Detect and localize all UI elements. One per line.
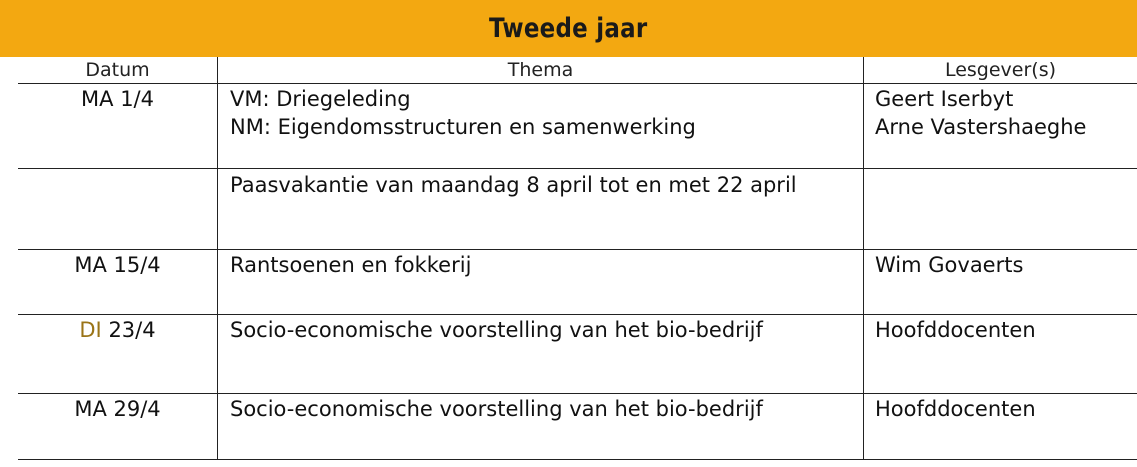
date-number: 29/4 [113, 397, 161, 421]
table-row-date [18, 395, 217, 423]
theme-line: Paasvakantie van maandag 8 april tot en met 22 april [230, 173, 797, 197]
teacher-line: Hoofddocenten [875, 397, 1036, 421]
table-row-date [18, 85, 217, 113]
teacher-line: Arne Vastershaeghe [875, 115, 1087, 139]
title-banner [0, 0, 1137, 57]
date-number: 1/4 [120, 87, 154, 111]
table-row-date [18, 251, 217, 279]
table-row-teacher [875, 85, 1086, 141]
header-divider [18, 83, 1137, 84]
column-divider-date [217, 57, 218, 460]
table-row-theme [230, 316, 763, 344]
date-day: MA [81, 87, 114, 111]
date-number: 23/4 [108, 318, 156, 342]
row-divider [18, 393, 1137, 394]
row-divider [18, 168, 1137, 169]
page-title: Tweede jaar [489, 13, 648, 44]
teacher-line: Wim Govaerts [875, 253, 1024, 277]
header-datum: Datum [85, 59, 150, 81]
teacher-line: Hoofddocenten [875, 318, 1036, 342]
table-row-theme [230, 85, 696, 141]
table-row-theme [230, 251, 471, 279]
date-day: MA [74, 253, 107, 277]
table-row-date [18, 316, 217, 344]
theme-line: NM: Eigendomsstructuren en samenwerking [230, 115, 696, 139]
header-lesgever: Lesgever(s) [944, 59, 1057, 81]
table-row-teacher [875, 316, 1036, 344]
date-day: MA [74, 397, 107, 421]
table-row-theme [230, 395, 763, 423]
table-row-teacher [875, 251, 1023, 279]
table-row-teacher [875, 395, 1036, 423]
row-divider [18, 249, 1137, 250]
date-number: 15/4 [113, 253, 161, 277]
theme-line: Socio-economische voorstelling van het bio-bedrijf [230, 397, 763, 421]
theme-line: Socio-economische voorstelling van het bio-bedrijf [230, 318, 763, 342]
header-thema: Thema [507, 59, 574, 81]
theme-line: VM: Driegeleding [230, 87, 411, 111]
table-row-theme [230, 171, 797, 199]
date-day: DI [79, 318, 102, 342]
theme-line: Rantsoenen en fokkerij [230, 253, 472, 277]
table-bottom-border [18, 459, 1137, 460]
column-divider-theme [863, 57, 864, 460]
teacher-line: Geert Iserbyt [875, 87, 1014, 111]
row-divider [18, 314, 1137, 315]
